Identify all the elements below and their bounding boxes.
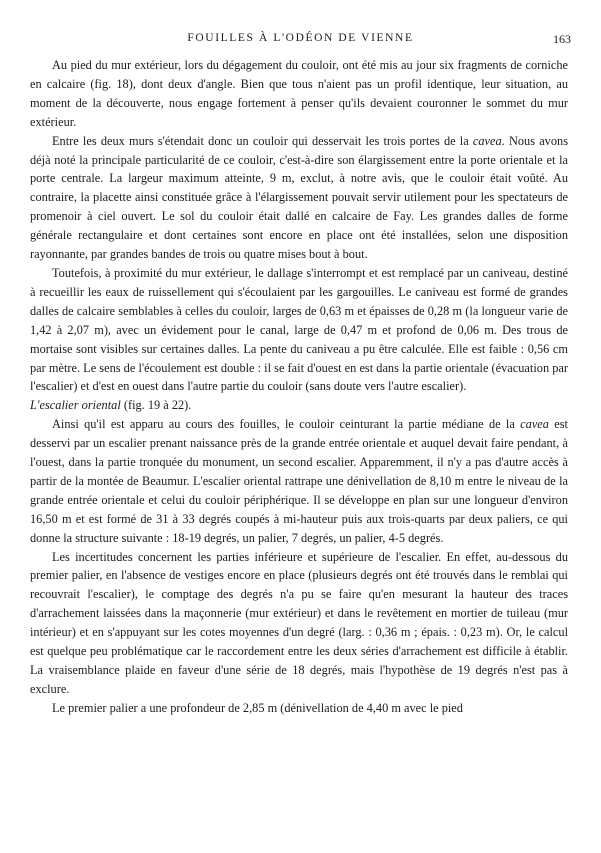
running-head — [30, 32, 571, 50]
running-title: FOUILLES À L'ODÉON DE VIENNE — [187, 32, 414, 44]
paragraph: Le premier palier a une profondeur de 2,85 m (dénivellation de 4,40 m avec le pied — [52, 700, 463, 715]
latin-term: cavea — [472, 133, 502, 148]
paragraph: Toutefois, à proximité du mur extérieur, le dallage s'interrompt et est remplacé par un caniveau, destiné à recueillir les eaux de ruissellement qui s'écoulaient par les gargouilles. Le caniveau est formé de grandes dalles de calcaire semblables à celles du couloir, larges de 0,63 m et épaisses de 0,28 m (la longueur varie de 1,42 à 2,07 m), avec un évidement pour le canal, large de 0,47 m et profond de 0,06 m. Des trous de mortaise sont visibles sur certaines dalles. La pente du caniveau a pu être calculée. Elle est faible : 0,56 cm par mètre. Le sens de l'écoulement est double : il se fait d'ouest en est dans la partie orientale (évacuation par l'escalier) et d'est en ouest dans l'autre partie du couloir (sans doute vers l'autre escalier). — [30, 265, 568, 394]
latin-term: cavea — [520, 417, 549, 432]
paragraph: Au pied du mur extérieur, lors du dégagement du couloir, ont été mis au jour six fragments de corniche en calcaire (fig. 18), dont deux d'angle. Bien que tous n'aient pas un profil identique, leur situation, au moment de la découverte, nous engage fortement à penser qu'ils devaient couronner le sommet du mur extérieur. — [30, 58, 568, 129]
paragraph: Ainsi qu'il est apparu au cours des fouilles, le couloir ceinturant la partie médiane de la cavea est desservi par un escalier prenant naissance près de la grande entrée orientale et auquel devait faire pendant, à l'ouest, dans la partie tronquée du monument, un second escalier. Apparemment, il n'y a pas d'autre accès à partir de la montée de Beaumur. L'escalier oriental rattrape une dénivellation de 8,10 m entre le niveau de la grande entrée orientale et celui du couloir périphérique. Il se développe en plan sur une longueur d'environ 16,50 m et est formé de 31 à 33 degrés coupés à mi-hauteur puis aux trois-quarts par deux paliers, ce qui donne la structure suivante : 18-19 degrés, un palier, 7 degrés, un palier, 4-5 degrés. — [30, 417, 568, 545]
paragraph: Entre les deux murs s'étendait donc un couloir qui desservait les trois portes de la cavea. Nous avons déjà noté la principale particularité de ce couloir, c'est-à-dire son élargissement entre la porte orientale et la porte centrale. La largeur maximum atteinte, 9 m, exclut, à notre avis, que le couloir était voûté. Au contraire, la placette ainsi constituée grâce à l'élargissement pouvait servir utilement pour les spectateurs de promenoir à ciel ouvert. Le sol du couloir était dallé en calcaire de Fay. Les grandes dalles de forme générale rectangulaire et dont certaines sont encore en place ont été installées, selon une disposition rayonnante, par grandes bandes de trois ou quatre mises bout à bout. — [30, 133, 568, 262]
section-title: L'escalier oriental — [30, 398, 121, 413]
paragraph: Les incertitudes concernent les parties inférieure et supérieure de l'escalier. En effet, au-dessous du premier palier, en l'absence de vestiges encore en place (plusieurs degrés ont été trouvés dans le remblai qui recouvrait l'escalier), le comptage des degrés n'a pu se faire qu'en mesurant la hauteur des traces d'arrachement laissées dans la maçonnerie (mur extérieur) et dans le revêtement en mortier de tuileau (mur intérieur) et en s'appuyant sur les cotes moyennes d'un degré (larg. : 0,36 m ; épais. : 0,23 m). Or, le calcul est quelque peu problématique car le raccordement entre les deux séries d'arrachement est difficile à établir. La vraisemblance plaide en faveur d'une série de 18 degrés, mais l'hypothèse de 19 degrés n'est pas à exclure. — [30, 549, 568, 696]
section-heading — [30, 396, 568, 415]
page-number: 163 — [553, 32, 571, 46]
section-figure-ref: (fig. 19 à 22). — [120, 398, 192, 413]
body-text — [30, 56, 568, 718]
